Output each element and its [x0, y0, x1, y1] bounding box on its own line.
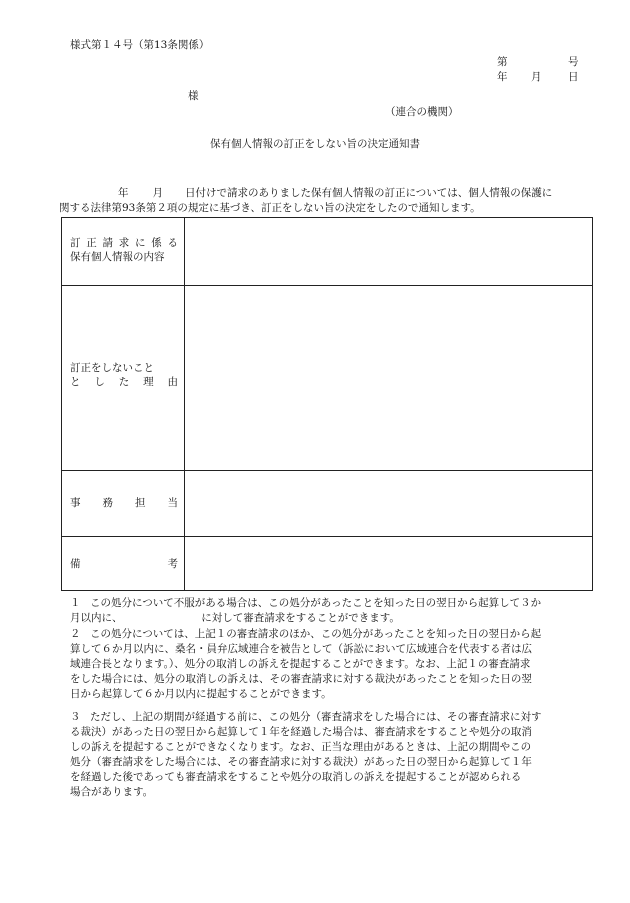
intro-rest: 日付けで請求のありました保有個人情報の訂正については、個人情報の保護に — [185, 187, 553, 199]
table-row-content — [62, 218, 592, 285]
note-2-number: ２ — [70, 628, 81, 640]
label-remarks: 備 考 — [70, 558, 178, 570]
intro-line-2: 関する法律第93条第２項の規定に基づき、訂正をしない旨の決定をしたので通知します。 — [59, 202, 481, 214]
intro-line-1 — [118, 186, 552, 200]
table-row-staff — [62, 470, 592, 536]
date-year-label: 年 — [497, 71, 508, 83]
label-staff: 事 務 担 当 — [70, 497, 178, 509]
table-row-reason — [62, 285, 592, 470]
note-2: ２ この処分については、上記１の審査請求のほか、この処分があったことを知った日の翌日から起 算して６か月以内に、桑名・員弁広域連合を被告として（訴訟において広域連合を代表する者は広 域連合長となります。）、処分の取消しの訴えを提起することができます。なお、上記１の審査請求 をした場合には、処分の取消しの訴えは、その審査請求に対する裁決があったことを知った日の翌 日から起算して６か月以内に提起することができます。 — [70, 628, 542, 700]
details-table — [61, 217, 593, 591]
note-3: ３ ただし、上記の期間が経過する前に、この処分（審査請求をした場合には、その審査請求に対す る裁決）があった日の翌日から起算して１年を経過した場合は、審査請求をすることや処分の取消 しの訴えを提起することができなくなります。なお、正当な理由があるときは、上記の期間やこの 処分（審査請求をした場合には、その審査請求に対する裁決）があった日の翌日から起算して１年 を経過した後であっても審査請求をすることや処分の取消しの訴えを提起することが認められる 場合があります。 — [70, 711, 542, 798]
label-content-line1: 訂 正 請 求 に 係 る — [70, 237, 178, 249]
form-number: 様式第１４号（第13条関係） — [70, 39, 210, 51]
issuer-name: （連合の機関） — [385, 106, 459, 118]
intro-month: 月 — [152, 187, 163, 199]
label-reason-line2: と し た 理 由 — [70, 376, 178, 389]
doc-number-suffix: 号 — [568, 56, 579, 68]
label-reason — [70, 361, 178, 389]
intro-year: 年 — [118, 187, 129, 199]
label-content — [70, 236, 178, 264]
doc-number-prefix: 第 — [497, 56, 508, 68]
label-content-line2: 保有個人情報の内容 — [70, 251, 165, 264]
note-3-number: ３ — [70, 711, 81, 723]
document-title: 保有個人情報の訂正をしない旨の決定通知書 — [210, 138, 420, 150]
note-1: １ この処分について不服がある場合は、この処分があったことを知った日の翌日から起算して３か 月以内に、 に対して審査請求をすることができます。 — [70, 597, 542, 624]
note-1-number: １ — [70, 597, 81, 609]
date-month-label: 月 — [531, 71, 542, 83]
date-day-label: 日 — [568, 71, 579, 83]
table-row-remarks — [62, 536, 592, 592]
addressee-suffix: 様 — [188, 90, 199, 102]
label-reason-line1: 訂正をしないこと — [70, 362, 154, 374]
